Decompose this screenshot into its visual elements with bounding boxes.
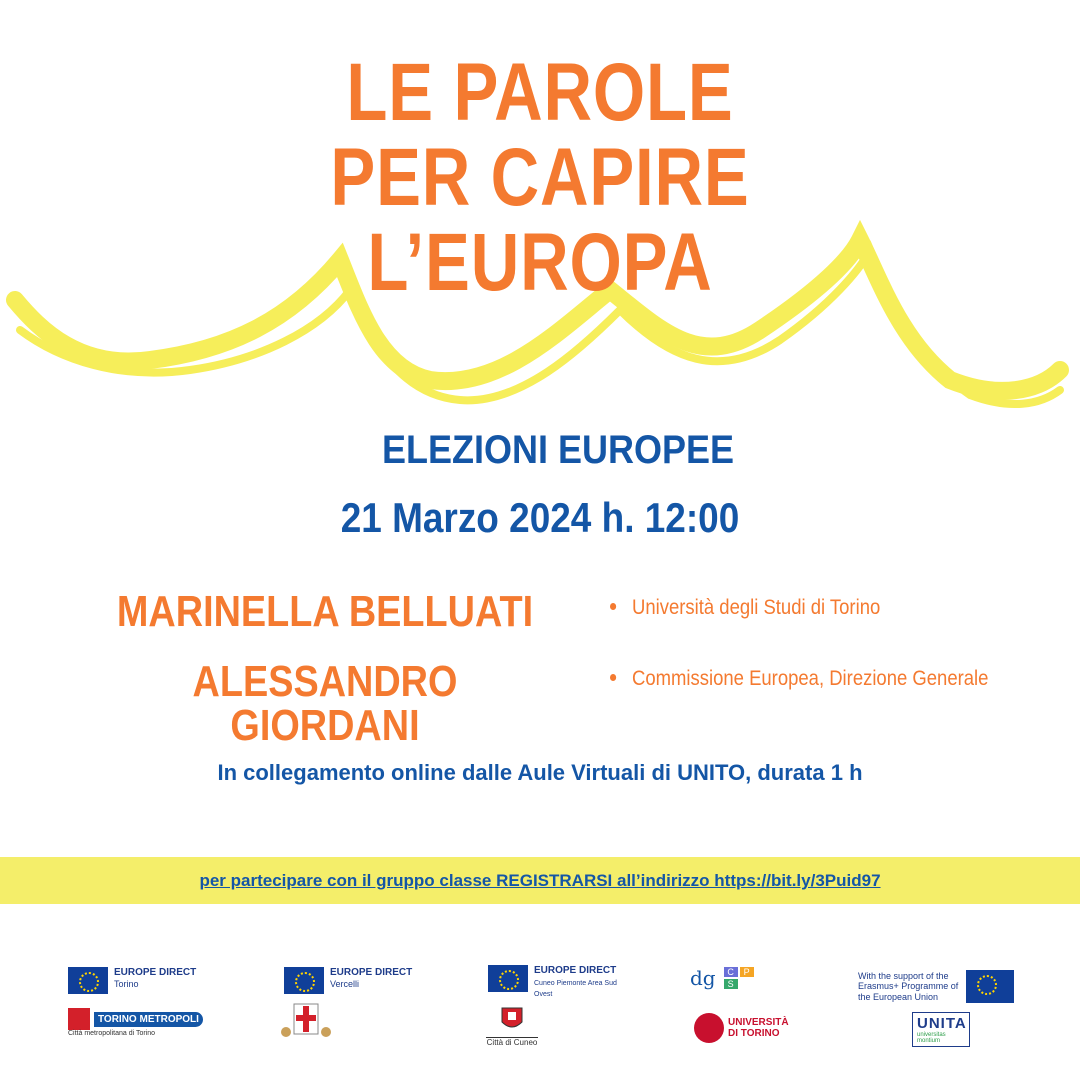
bullet-icon — [610, 674, 616, 681]
event-topic: ELEZIONI EUROPEE — [381, 428, 735, 472]
logo-citta-di-cuneo: Città di Cuneo — [486, 1006, 538, 1047]
cps-logo-icon: C P S — [724, 967, 754, 989]
event-datetime: 21 Marzo 2024 h. 12:00 — [340, 494, 740, 541]
speaker-affiliation: Università degli Studi di Torino — [610, 596, 880, 620]
eu-flag-icon — [68, 967, 108, 994]
speaker-name: MARINELLA BELLUATI — [116, 587, 534, 636]
title-line-1: LE PAROLE — [346, 47, 734, 138]
title-line-3: L’EUROPA — [367, 217, 713, 308]
dg-logo-icon: dg — [690, 966, 716, 990]
registration-link[interactable]: per partecipare con il gruppo classe REGISTRARSI all’indirizzo https://bit.ly/3Puid97 — [199, 871, 881, 890]
logo-europe-direct-torino: EUROPE DIRECT Torino — [68, 967, 196, 994]
eu-flag-icon — [488, 965, 528, 992]
title-line-2: PER CAPIRE — [330, 132, 750, 223]
logo-europe-direct-vercelli: EUROPE DIRECT Vercelli — [284, 967, 412, 994]
logo-unita: UNITA universitas montium — [912, 1012, 970, 1047]
logo-universita-di-torino: UNIVERSITÀ DI TORINO — [694, 1013, 788, 1043]
eu-flag-icon — [284, 967, 324, 994]
bullet-icon — [610, 603, 616, 610]
speaker-name: ALESSANDRO GIORDANI — [192, 657, 458, 750]
logo-torino-metropoli: TORINO METROPOLI Città metropolitana di Torino — [68, 1008, 203, 1037]
online-note: In collegamento online dalle Aule Virtuali di UNITO, durata 1 h — [217, 760, 863, 785]
logo-dg-cps — [690, 966, 754, 990]
speaker-affiliation: Commissione Europea, Direzione Generale — [610, 667, 988, 691]
unito-seal-icon — [694, 1013, 724, 1043]
vercelli-coat-of-arms-icon — [278, 1002, 334, 1040]
cuneo-shield-icon — [486, 1006, 538, 1032]
logo-erasmus-plus: With the support of the Erasmus+ Programme of the European Union — [858, 970, 1014, 1003]
torino-shield-icon — [68, 1008, 90, 1030]
eu-flag-icon — [966, 970, 1014, 1003]
logo-europe-direct-cuneo: EUROPE DIRECT Cuneo Piemonte Area Sud Ovest — [488, 965, 624, 1000]
